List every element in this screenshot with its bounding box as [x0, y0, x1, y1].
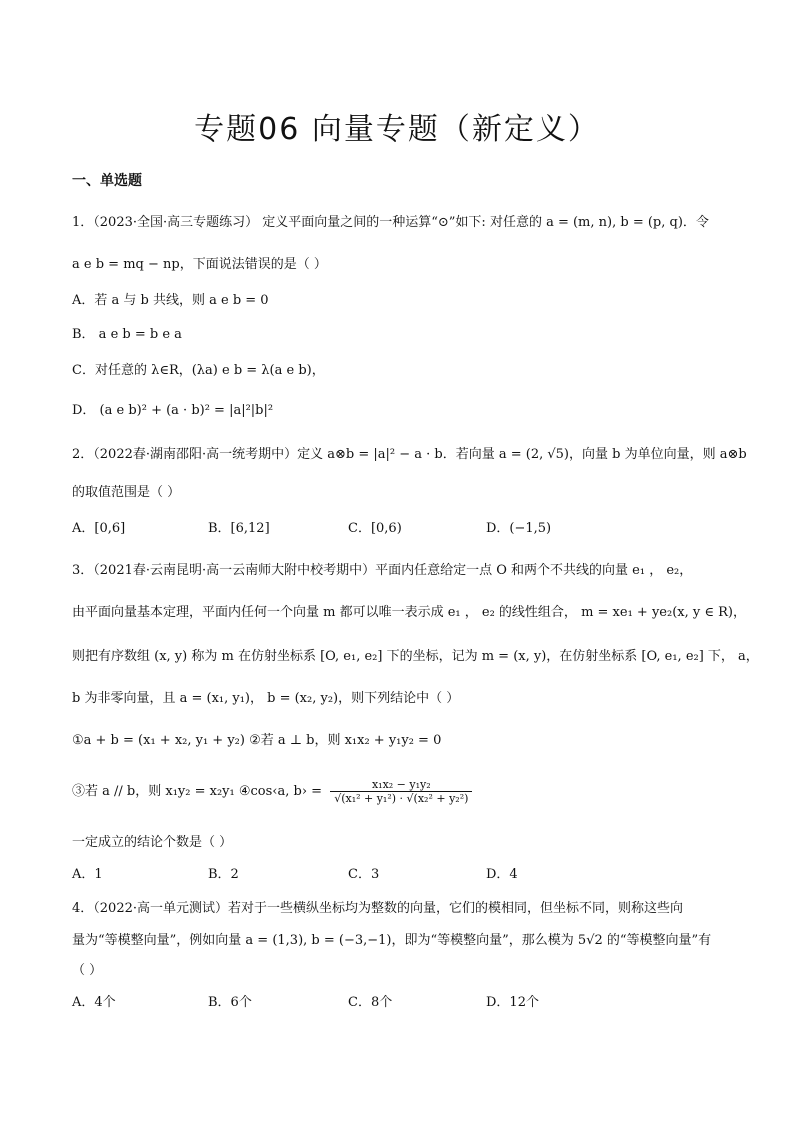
q4-option-c: C．8个 [348, 995, 393, 1010]
q4-stem-line2: 量为“等模整向量”，例如向量 a = (1,3), b = (−3,−1)，即为“等模整向量”，那么模为 5√2 的“等模整向量”有 [72, 933, 712, 948]
q3-statements-3-4 [72, 778, 472, 805]
q3-stem-line4: b 为非零向量，且 a = (x₁, y₁)， b = (x₂, y₂)，则下列结论中（ ） [72, 691, 460, 706]
q3-statement-4-fraction [330, 778, 472, 805]
q1-stem-line1: 1．（2023·全国·高三专题练习） 定义平面向量之间的一种运算“⊙”如下: 对任意的 a = (m, n), b = (p, q)．令 [72, 215, 709, 230]
q2-option-a: A．[0,6] [72, 521, 126, 536]
q3-statement-3-4-text: ③若 a // b，则 x₁y₂ = x₂y₁ ④cos‹a, b› = [72, 784, 323, 799]
q2-option-d: D．(−1,5) [486, 521, 552, 536]
q3-option-c: C．3 [348, 867, 380, 882]
fraction-denominator: √(x₁² + y₁²) · √(x₂² + y₂²) [334, 792, 469, 805]
q4-option-a: A．4个 [72, 995, 116, 1010]
q2-stem-line2: 的取值范围是（ ） [72, 485, 181, 500]
section-heading: 一、单选题 [72, 173, 142, 189]
q2-option-b: B．[6,12] [208, 521, 270, 536]
q3-stem-line2: 由平面向量基本定理，平面内任何一个向量 m 都可以唯一表示成 e₁ ， e₂ 的线性组合， m = xe₁ + ye₂(x, y ∈ R)， [72, 605, 746, 620]
q1-option-b: B． a e b = b e a [72, 327, 182, 342]
q2-option-c: C．[0,6) [348, 521, 402, 536]
q1-option-c: C．对任意的 λ∈R，(λa) e b = λ(a e b)， [72, 363, 325, 378]
q3-stem-line1: 3．（2021春·云南昆明·高一云南师大附中校考期中）平面内任意给定一点 O 和两个不共线的向量 e₁ ， e₂， [72, 563, 693, 578]
q1-option-a: A．若 a 与 b 共线，则 a e b = 0 [72, 293, 269, 308]
q3-option-d: D．4 [486, 867, 518, 882]
page-title: 专题06 向量专题（新定义） [194, 112, 600, 147]
q4-stem-line1: 4．（2022·高一单元测试）若对于一些横纵坐标均为整数的向量，它们的模相同，但坐标不同，则称这些向 [72, 901, 683, 916]
q4-option-b: B．6个 [208, 995, 252, 1010]
q4-option-d: D．12个 [486, 995, 539, 1010]
q3-option-b: B．2 [208, 867, 239, 882]
q3-option-a: A．1 [72, 867, 103, 882]
q1-option-d: D． (a e b)² + (a · b)² = |a|²|b|² [72, 403, 274, 418]
q4-stem-line3: （ ） [72, 963, 103, 978]
q2-stem-line1: 2．（2022春·湖南邵阳·高一统考期中）定义 a⊗b = |a|² − a · b．若向量 a = (2, √5)，向量 b 为单位向量，则 a⊗b [72, 447, 747, 462]
fraction-numerator: x₁x₂ − y₁y₂ [330, 778, 472, 792]
q3-statements-1-2: ①a + b = (x₁ + x₂, y₁ + y₂) ②若 a ⊥ b，则 x₁x₂ + y₁y₂ = 0 [72, 733, 442, 748]
q3-stem-line5: 一定成立的结论个数是（ ） [72, 835, 233, 850]
q1-stem-line2: a e b = mq − np，下面说法错误的是（ ） [72, 257, 327, 272]
q3-stem-line3: 则把有序数组 (x, y) 称为 m 在仿射坐标系 [O, e₁, e₂] 下的坐标，记为 m = (x, y)，在仿射坐标系 [O, e₁, e₂] 下， a， [72, 649, 759, 664]
